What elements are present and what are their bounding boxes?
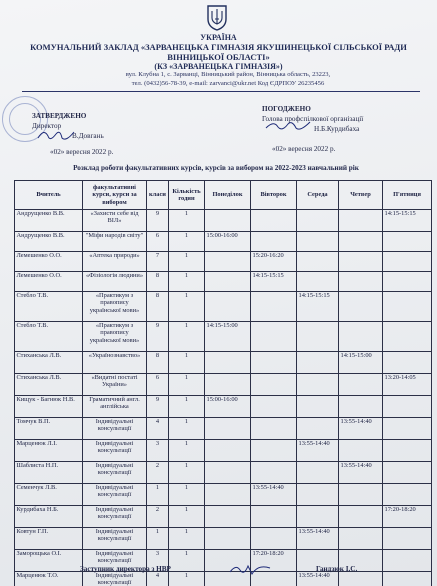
- cell-thursday: [339, 440, 383, 462]
- cell-tuesday: [251, 396, 297, 418]
- cell-hours: 1: [169, 528, 205, 550]
- cell-hours: 1: [169, 272, 205, 292]
- cell-monday: [205, 484, 251, 506]
- cell-grade: 8: [147, 272, 169, 292]
- cell-thursday: [339, 232, 383, 252]
- cell-tuesday: 17:20-18:20: [251, 550, 297, 572]
- cell-thursday: [339, 252, 383, 272]
- table-row: [15, 232, 432, 252]
- approval-left-heading: ЗАТВЕРДЖЕНО: [32, 112, 87, 120]
- institution-short-name: (КЗ «ЗАРВАНЕЦЬКА ГІМНАЗІЯ»): [154, 62, 283, 71]
- cell-thursday: [339, 484, 383, 506]
- cell-hours: 1: [169, 462, 205, 484]
- cell-hours: 1: [169, 352, 205, 374]
- cell-monday: 15:00-16:00: [205, 396, 251, 418]
- table-row: [15, 506, 432, 528]
- cell-tuesday: [251, 440, 297, 462]
- cell-course: Індивідуальні консультації: [83, 572, 147, 586]
- table-body: [15, 210, 432, 586]
- cell-teacher: Стиханська Л.В.: [15, 352, 83, 374]
- cell-tuesday: [251, 322, 297, 352]
- cell-grade: 2: [147, 506, 169, 528]
- cell-friday: [383, 484, 432, 506]
- cell-hours: 1: [169, 440, 205, 462]
- cell-monday: [205, 528, 251, 550]
- cell-hours: 1: [169, 232, 205, 252]
- cell-course: «Фізіологія людини»: [83, 272, 147, 292]
- cell-tuesday: [251, 292, 297, 322]
- deputy-signature: [228, 560, 272, 578]
- cell-thursday: [339, 374, 383, 396]
- cell-course: Граматичний англ. англійська: [83, 396, 147, 418]
- cell-tuesday: [251, 374, 297, 396]
- cell-friday: [383, 292, 432, 322]
- cell-friday: [383, 550, 432, 572]
- cell-monday: 15:00-16:00: [205, 232, 251, 252]
- cell-grade: 1: [147, 528, 169, 550]
- cell-teacher: Кищук - Багнюк Н.В.: [15, 396, 83, 418]
- cell-tuesday: [251, 352, 297, 374]
- cell-thursday: [339, 322, 383, 352]
- cell-friday: [383, 232, 432, 252]
- cell-course: «Українознавство»: [83, 352, 147, 374]
- table-row: [15, 528, 432, 550]
- cell-tuesday: 15:20-16:20: [251, 252, 297, 272]
- table-row: [15, 292, 432, 322]
- cell-friday: [383, 322, 432, 352]
- cell-friday: [383, 462, 432, 484]
- cell-course: Індивідуальні консультації: [83, 550, 147, 572]
- cell-grade: 9: [147, 210, 169, 232]
- cell-hours: 1: [169, 292, 205, 322]
- cell-hours: 1: [169, 374, 205, 396]
- cell-teacher: Лемешенко О.О.: [15, 272, 83, 292]
- cell-friday: 17:20-18:20: [383, 506, 432, 528]
- cell-grade: 1: [147, 484, 169, 506]
- cell-teacher: Шаблиста Н.П.: [15, 462, 83, 484]
- cell-thursday: [339, 272, 383, 292]
- approval-left-date: «02» вересня 2022 р.: [50, 148, 114, 156]
- document-title: Розклад роботи факультативних курсів, курсів за вибором на 2022-2023 навчальний рік: [73, 164, 359, 172]
- cell-monday: [205, 352, 251, 374]
- cell-hours: 1: [169, 506, 205, 528]
- cell-monday: [205, 252, 251, 272]
- cell-grade: 3: [147, 440, 169, 462]
- institution-line-2: ВІННИЦЬКОЇ ОБЛАСТІ»: [167, 52, 270, 62]
- table-row: [15, 440, 432, 462]
- cell-teacher: Семенчук Л.В.: [15, 484, 83, 506]
- cell-monday: 14:15-15:00: [205, 322, 251, 352]
- cell-hours: 1: [169, 572, 205, 586]
- footer-position: Заступник директора з НВР: [80, 565, 171, 573]
- cell-teacher: Ковтун Г.П.: [15, 528, 83, 550]
- cell-course: Індивідуальні консультації: [83, 462, 147, 484]
- cell-thursday: 13:55-14:40: [339, 418, 383, 440]
- cell-thursday: [339, 528, 383, 550]
- col-header-wednesday: Середа: [297, 181, 339, 210]
- table-row: [15, 396, 432, 418]
- cell-wednesday: [297, 272, 339, 292]
- address-line-1: вул. Клубна 1, с. Зарванці, Вінницький район, Вінницька область, 23223,: [125, 71, 331, 78]
- cell-hours: 1: [169, 550, 205, 572]
- director-signature: [36, 126, 76, 146]
- header-divider: [22, 91, 420, 92]
- table-row: [15, 572, 432, 586]
- cell-friday: [383, 418, 432, 440]
- footer-name: Гандзюк І.С.: [316, 565, 358, 573]
- cell-teacher: Стиханська Л.В.: [15, 374, 83, 396]
- cell-monday: [205, 272, 251, 292]
- cell-course: Індивідуальні консультації: [83, 528, 147, 550]
- institution-line-1: КОМУНАЛЬНИЙ ЗАКЛАД «ЗАРВАНЕЦЬКА ГІМНАЗІЯ ЯКУШИНЕЦЬКОЇ СІЛЬСЬКОЇ РАДИ: [30, 42, 407, 52]
- table-row: [15, 550, 432, 572]
- cell-tuesday: [251, 418, 297, 440]
- cell-wednesday: [297, 210, 339, 232]
- col-header-thursday: Четвер: [339, 181, 383, 210]
- cell-wednesday: [297, 418, 339, 440]
- cell-grade: 3: [147, 550, 169, 572]
- table-row: [15, 418, 432, 440]
- cell-teacher: Томчук В.П.: [15, 418, 83, 440]
- table-row: [15, 272, 432, 292]
- cell-tuesday: [251, 462, 297, 484]
- cell-grade: 6: [147, 232, 169, 252]
- cell-monday: [205, 374, 251, 396]
- cell-wednesday: 13:55-14:40: [297, 528, 339, 550]
- cell-teacher: Лемешенко О.О.: [15, 252, 83, 272]
- cell-teacher: Марценюк Л.І.: [15, 440, 83, 462]
- address-line-2: тел. (0432)56-78-39, e-mail: zarvanci@ukr.net Код ЄДРПОУ 26235456: [131, 80, 325, 87]
- cell-hours: 1: [169, 210, 205, 232]
- cell-wednesday: 13:55-14:40: [297, 572, 339, 586]
- cell-course: Індивідуальні консультації: [83, 440, 147, 462]
- cell-course: «Видатні постаті України»: [83, 374, 147, 396]
- cell-tuesday: [251, 210, 297, 232]
- col-header-grade: класи: [147, 181, 169, 210]
- union-head-signature: [264, 118, 312, 134]
- approval-right-date: «02» вересня 2022 р.: [272, 145, 336, 153]
- table-row: [15, 210, 432, 232]
- cell-wednesday: 13:55-14:40: [297, 440, 339, 462]
- cell-wednesday: [297, 232, 339, 252]
- cell-friday: 14:15-15:15: [383, 210, 432, 232]
- table-row: [15, 322, 432, 352]
- cell-wednesday: [297, 322, 339, 352]
- cell-thursday: [339, 506, 383, 528]
- table-row: [15, 352, 432, 374]
- cell-monday: [205, 462, 251, 484]
- cell-course: Індивідуальні консультації: [83, 418, 147, 440]
- approval-left-role: Директор: [32, 122, 62, 130]
- cell-friday: [383, 440, 432, 462]
- cell-wednesday: 14:15-15:15: [297, 292, 339, 322]
- cell-grade: 2: [147, 462, 169, 484]
- cell-monday: [205, 292, 251, 322]
- cell-course: «Аптека природи»: [83, 252, 147, 272]
- cell-hours: 1: [169, 252, 205, 272]
- cell-friday: [383, 272, 432, 292]
- cell-thursday: [339, 572, 383, 586]
- cell-course: «Практикум з правопису української мови»: [83, 322, 147, 352]
- cell-grade: 8: [147, 292, 169, 322]
- cell-grade: 4: [147, 572, 169, 586]
- cell-tuesday: [251, 232, 297, 252]
- cell-friday: 13:20-14:05: [383, 374, 432, 396]
- cell-thursday: 13:55-14:40: [339, 462, 383, 484]
- cell-wednesday: [297, 506, 339, 528]
- table-row: [15, 374, 432, 396]
- cell-course: «Практикум з правопису української мови»: [83, 292, 147, 322]
- cell-friday: [383, 572, 432, 586]
- cell-tuesday: [251, 506, 297, 528]
- cell-monday: [205, 418, 251, 440]
- table-row: [15, 484, 432, 506]
- cell-teacher: Андрущенко В.В.: [15, 210, 83, 232]
- cell-tuesday: [251, 528, 297, 550]
- cell-grade: 9: [147, 322, 169, 352]
- col-header-friday: П'ятниця: [383, 181, 432, 210]
- cell-teacher: Андрущенко В.В.: [15, 232, 83, 252]
- approval-left-name: В.Довгань: [72, 132, 104, 140]
- cell-hours: 1: [169, 322, 205, 352]
- cell-grade: 9: [147, 396, 169, 418]
- table-row: [15, 462, 432, 484]
- approval-right-name: Н.Б.Курдибаха: [314, 125, 360, 133]
- cell-wednesday: [297, 374, 339, 396]
- cell-monday: [205, 210, 251, 232]
- cell-monday: [205, 440, 251, 462]
- cell-thursday: 14:15-15:00: [339, 352, 383, 374]
- table-header-row: [15, 181, 432, 210]
- col-header-teacher: Вчитель: [15, 181, 83, 210]
- cell-wednesday: [297, 396, 339, 418]
- col-header-hours: Кількість годин: [169, 181, 205, 210]
- cell-teacher: Стебло Т.В.: [15, 292, 83, 322]
- cell-wednesday: [297, 462, 339, 484]
- cell-hours: 1: [169, 396, 205, 418]
- cell-friday: [383, 396, 432, 418]
- cell-course: "Міфи народів світу": [83, 232, 147, 252]
- cell-grade: 8: [147, 352, 169, 374]
- cell-friday: [383, 352, 432, 374]
- cell-wednesday: [297, 484, 339, 506]
- cell-wednesday: [297, 352, 339, 374]
- cell-teacher: Марценюк Т.О.: [15, 572, 83, 586]
- cell-grade: 6: [147, 374, 169, 396]
- cell-friday: [383, 252, 432, 272]
- approval-right-heading: ПОГОДЖЕНО: [262, 105, 311, 113]
- cell-course: «Захисти себе від ВІЛ»: [83, 210, 147, 232]
- cell-tuesday: 13:55-14:40: [251, 484, 297, 506]
- cell-monday: [205, 506, 251, 528]
- cell-course: Індивідуальні консультації: [83, 506, 147, 528]
- cell-course: Індивідуальні консультації: [83, 484, 147, 506]
- cell-teacher: Курдибаха Н.Б.: [15, 506, 83, 528]
- schedule-table: [14, 180, 432, 586]
- institution-name: [0, 42, 437, 62]
- cell-wednesday: [297, 252, 339, 272]
- col-header-monday: Понеділок: [205, 181, 251, 210]
- cell-friday: [383, 528, 432, 550]
- cell-grade: 4: [147, 418, 169, 440]
- cell-grade: 7: [147, 252, 169, 272]
- cell-teacher: Заморощька О.І.: [15, 550, 83, 572]
- cell-tuesday: 14:15-15:15: [251, 272, 297, 292]
- approval-right-role: Голова профспілкової організації: [262, 115, 364, 123]
- cell-teacher: Стебло Т.В.: [15, 322, 83, 352]
- cell-hours: 1: [169, 418, 205, 440]
- cell-thursday: [339, 396, 383, 418]
- col-header-course: факультативні курси, курси за вибором: [83, 181, 147, 210]
- cell-thursday: [339, 210, 383, 232]
- cell-thursday: [339, 292, 383, 322]
- cell-hours: 1: [169, 484, 205, 506]
- col-header-tuesday: Вівторок: [251, 181, 297, 210]
- coat-of-arms-icon: [202, 2, 232, 32]
- country-name: УКРАЇНА: [200, 33, 237, 42]
- table-row: [15, 252, 432, 272]
